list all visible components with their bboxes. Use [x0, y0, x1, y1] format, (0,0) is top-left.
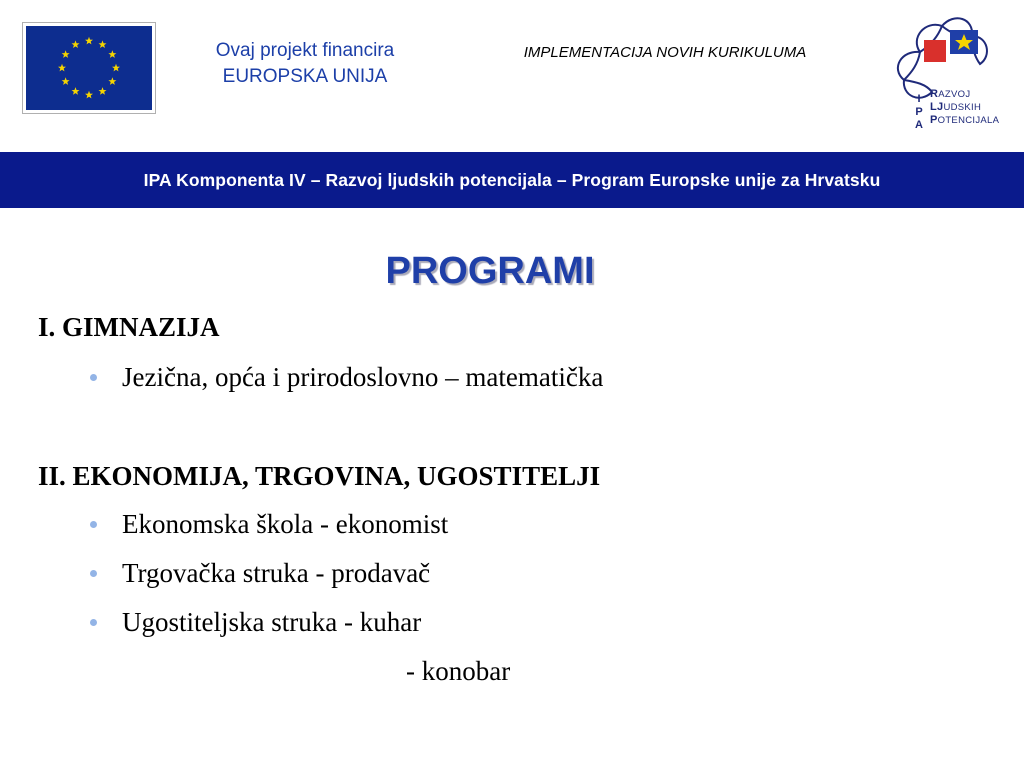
program-banner: IPA Komponenta IV – Razvoj ljudskih potencijala – Program Europske unije za Hrvatsku [0, 152, 1024, 208]
list-item [122, 607, 421, 638]
bullet-icon [90, 570, 97, 577]
ipa-initial-i: I [917, 93, 921, 105]
section-heading-ekonomija: II. EKONOMIJA, TRGOVINA, UGOSTITELJI [38, 461, 601, 491]
ipa-line-razvoj: RAZVOJ [930, 88, 971, 100]
project-title: IMPLEMENTACIJA NOVIH KURIKULUMA [523, 44, 807, 61]
ipa-initials [913, 93, 925, 132]
ipa-line-potencijala: POTENCIJALA [930, 114, 1000, 126]
ipa-initial-a: A [915, 119, 923, 131]
ipa-logo-text [930, 88, 999, 127]
slide-title: PROGRAMI [385, 250, 595, 292]
ipa-line-ljudskih: LJUDSKIH [930, 101, 982, 113]
section-heading-gimnazija: I. GIMNAZIJA [38, 312, 220, 342]
bullet-icon [90, 374, 97, 381]
list-item [122, 509, 448, 540]
bullet-icon [90, 521, 97, 528]
funding-statement [160, 38, 450, 90]
list-item-text: Ekonomska škola - ekonomist [122, 509, 449, 539]
list-item [122, 558, 430, 589]
ipa-initial-p: P [915, 106, 923, 118]
list-item [122, 362, 603, 393]
list-item-text: Ugostiteljska struka - kuhar [122, 607, 422, 637]
list-item-text: Jezična, opća i prirodoslovno – matematička [122, 362, 604, 392]
funding-line-1: Ovaj projekt financira [215, 40, 395, 61]
funding-line-2: EUROPSKA UNIJA [222, 66, 388, 87]
eu-flag-logo [22, 22, 156, 114]
list-item-text: Trgovačka struka - prodavač [122, 558, 431, 588]
bullet-icon [90, 619, 97, 626]
eu-flag-icon [23, 23, 155, 113]
list-item-continuation: - konobar [406, 656, 511, 686]
